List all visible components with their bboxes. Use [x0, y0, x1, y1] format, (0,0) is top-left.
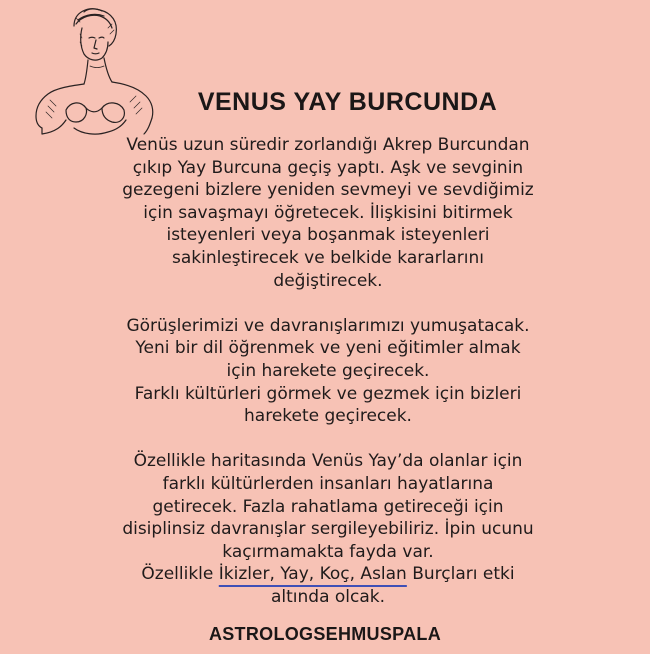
body-text: [60, 134, 596, 631]
text-line: Venüs uzun süredir zorlandığı Akrep Burcundan: [126, 135, 530, 155]
paragraph-3: [60, 450, 596, 608]
text-line: altında olcak.: [270, 586, 386, 607]
text-line: farklı kültürlerden insanları hayatlarına: [162, 473, 494, 494]
text-line: kaçırmamakta fayda var.: [222, 541, 434, 562]
text-line: Görüşlerimizi ve davranışlarımızı yumuşatacak.: [126, 315, 530, 336]
text-suffix: Burçları etki: [406, 564, 515, 585]
text-line: Özellikle haritasında Venüs Yay’da olanlar için: [133, 451, 523, 472]
text-line: getirecek. Fazla rahatlama getireceği için: [152, 496, 504, 517]
paragraph-2: [60, 315, 596, 428]
text-line-zodiac: [60, 563, 596, 586]
text-prefix: Özellikle: [141, 564, 219, 585]
text-line: Yeni bir dil öğrenmek ve yeni eğitimler almak: [135, 338, 521, 359]
text-line: için harekete geçirecek.: [226, 360, 430, 381]
text-line: gezegeni bizlere yeniden sevmeyi ve sevdiğimiz: [122, 180, 534, 201]
text-line: için savaşmayı öğretecek. İlişkisini bitirmek: [143, 202, 513, 223]
text-line: değiştirecek.: [273, 270, 383, 291]
text-line: çıkıp Yay Burcuna geçiş yaptı. Aşk ve sevginin: [132, 157, 524, 178]
page-title: VENUS YAY BURCUNDA: [197, 88, 498, 116]
paragraph-1: [60, 134, 596, 292]
text-line: disiplinsiz davranışlar sergileyebiliriz. İpin ucunu: [122, 519, 534, 540]
text-line: Farklı kültürleri görmek ve gezmek için bizleri: [134, 383, 522, 404]
text-line: harekete geçirecek.: [244, 406, 412, 427]
text-line: sakinleştirecek ve belkide kararlarını: [171, 247, 484, 268]
zodiac-signs-highlight: İkizler, Yay, Koç, Aslan: [218, 564, 407, 585]
author-signature: ASTROLOGSEHMUSPALA: [208, 624, 442, 644]
venus-bust-illustration: [26, 4, 158, 140]
text-line: isteyenleri veya boşanmak isteyenleri: [166, 225, 490, 246]
